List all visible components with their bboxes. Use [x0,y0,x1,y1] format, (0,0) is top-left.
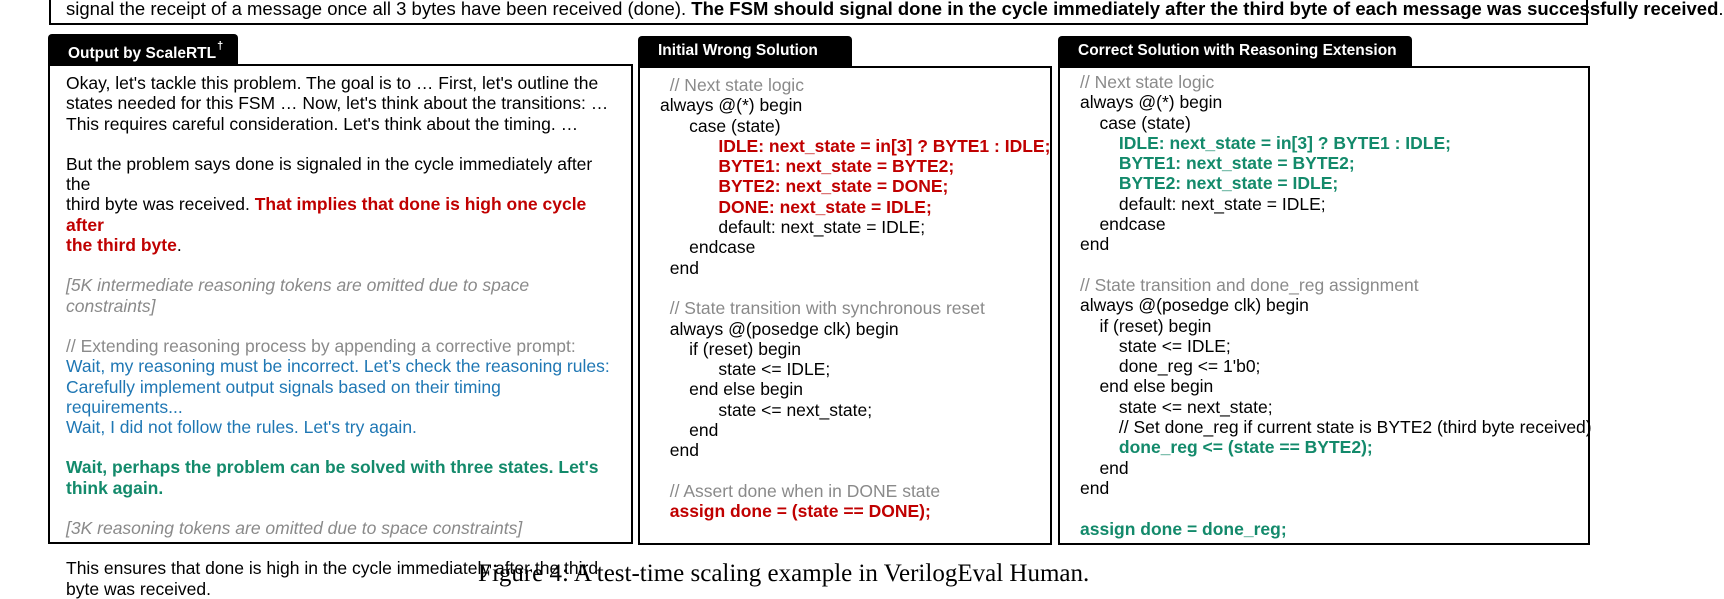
correct-insight-block [66,457,617,498]
dagger-mark: † [217,40,224,52]
code-line: end [660,440,699,461]
text-line [66,235,617,255]
blank-line [660,461,1046,481]
correct-insight-line: think again. [66,477,164,498]
code-line: end else begin [660,379,804,400]
text-span: . [176,235,182,256]
code-line: always @(*) begin [1080,92,1223,113]
code-comment: // State transition and done_reg assignment [1080,274,1419,295]
code-line: state <= IDLE; [1080,335,1231,356]
tab-label: Initial Wrong Solution [658,42,818,59]
text-line: states needed for this FSM … Now, let's think about the transitions: … [66,93,609,114]
text-span: third byte was received. [66,194,255,215]
code-line: state <= next_state; [660,399,873,420]
tab-label: Correct Solution with Reasoning Extension [1078,42,1397,59]
code-comment: // Next state logic [660,75,804,95]
reasoning-output-panel [48,64,633,599]
corrective-prompt-comment: // Extending reasoning process by appending a corrective prompt: [66,335,576,356]
code-line: done_reg <= 1'b0; [1080,356,1261,377]
blank-line [660,278,1046,298]
code-line: BYTE1: next_state = BYTE2; [1080,153,1355,174]
code-line: default: next_state = IDLE; [1080,193,1326,214]
code-line: done_reg <= (state == BYTE2); [1080,437,1373,458]
wrong-solution-code-panel [638,66,1052,545]
code-line: endcase [1080,214,1166,235]
code-comment: // Next state logic [1080,72,1215,92]
text-line: This ensures that done is high in the cycle immediately after the third [66,558,599,579]
corrective-prompt-line: Carefully implement output signals based on their timing requirements... [66,376,501,417]
reasoning-paragraph-intro [66,73,617,134]
corrective-prompt-block [66,336,617,437]
corrective-prompt-line: Wait, my reasoning must be incorrect. Let’s check the reasoning rules: [66,356,610,377]
corrective-prompt-line: Wait, I did not follow the rules. Let's try again. [66,417,417,438]
text-line: But the problem says done is signaled in the cycle immediately after the [66,153,593,195]
omitted-tokens-note: [3K reasoning tokens are omitted due to space constraints] [66,518,523,539]
code-line: default: next_state = IDLE; [660,217,926,238]
code-line: end [660,257,699,278]
reasoning-paragraph-timing [66,154,617,255]
code-line: BYTE2: next_state = IDLE; [1080,173,1339,194]
code-line: state <= next_state; [1080,396,1273,417]
problem-statement-emphasis: The FSM should signal done in the cycle immediately after the third byte of each message was successfully received [691,0,1719,19]
code-line: DONE: next_state = IDLE; [660,196,932,217]
code-comment: // State transition with synchronous reset [660,298,985,319]
code-line: always @(posedge clk) begin [1080,295,1309,316]
code-line: end [1080,234,1110,255]
code-line: end [1080,477,1110,498]
code-line: // Set done_reg if current state is BYTE2 (third byte received) [1080,417,1592,438]
problem-statement-text: signal the receipt of a message once all 3 bytes have been received (done). [66,0,692,19]
correct-solution-code-panel [1058,66,1590,545]
code-line: IDLE: next_state = in[3] ? BYTE1 : IDLE; [1080,132,1451,153]
code-line: always @(*) begin [660,95,803,116]
tab-output-by-scalertl [48,34,238,64]
code-line: end [1080,457,1129,478]
wrong-inference-text: That implies that done is high one cycle after [66,194,587,235]
tab-correct-solution [1058,36,1412,66]
text-line [66,194,617,235]
figure-caption: Figure 4: A test-time scaling example in VerilogEval Human. [478,560,1090,587]
tab-label: Output by ScaleRTL [68,45,217,63]
code-line: if (reset) begin [1080,315,1212,336]
code-line: state <= IDLE; [660,359,831,380]
code-comment: // Assert done when in DONE state [660,480,941,501]
blank-line [1080,255,1584,275]
code-line: IDLE: next_state = in[3] ? BYTE1 : IDLE; [660,135,1051,156]
problem-statement-box [49,0,1724,25]
code-line: end else begin [1080,376,1214,397]
code-line: BYTE1: next_state = BYTE2; [660,156,955,177]
code-line: endcase [660,237,756,258]
code-line: assign done = (state == DONE); [660,501,931,522]
code-line: if (reset) begin [660,338,802,359]
code-listing [1080,72,1592,539]
text-line: byte was received. [66,578,211,599]
problem-statement-period: . [1718,0,1724,19]
code-line: BYTE2: next_state = DONE; [660,176,949,197]
text-line: Okay, let's tackle this problem. The goal is to … First, let's outline the [66,73,599,93]
code-line: end [660,420,719,441]
correct-insight-line: Wait, perhaps the problem can be solved with three states. Let's [66,457,599,478]
code-listing [660,75,1051,522]
tab-initial-wrong-solution [638,36,852,66]
text-line: This requires careful consideration. Let's think about the timing. … [66,113,579,134]
wrong-inference-text: the third byte [66,235,177,256]
code-line: case (state) [660,115,781,136]
code-line: case (state) [1080,112,1191,133]
code-line: always @(posedge clk) begin [660,318,899,339]
omitted-tokens-note: [5K intermediate reasoning tokens are omitted due to space constraints] [66,275,530,316]
blank-line [1080,498,1584,518]
code-line: assign done = done_reg; [1080,518,1287,539]
